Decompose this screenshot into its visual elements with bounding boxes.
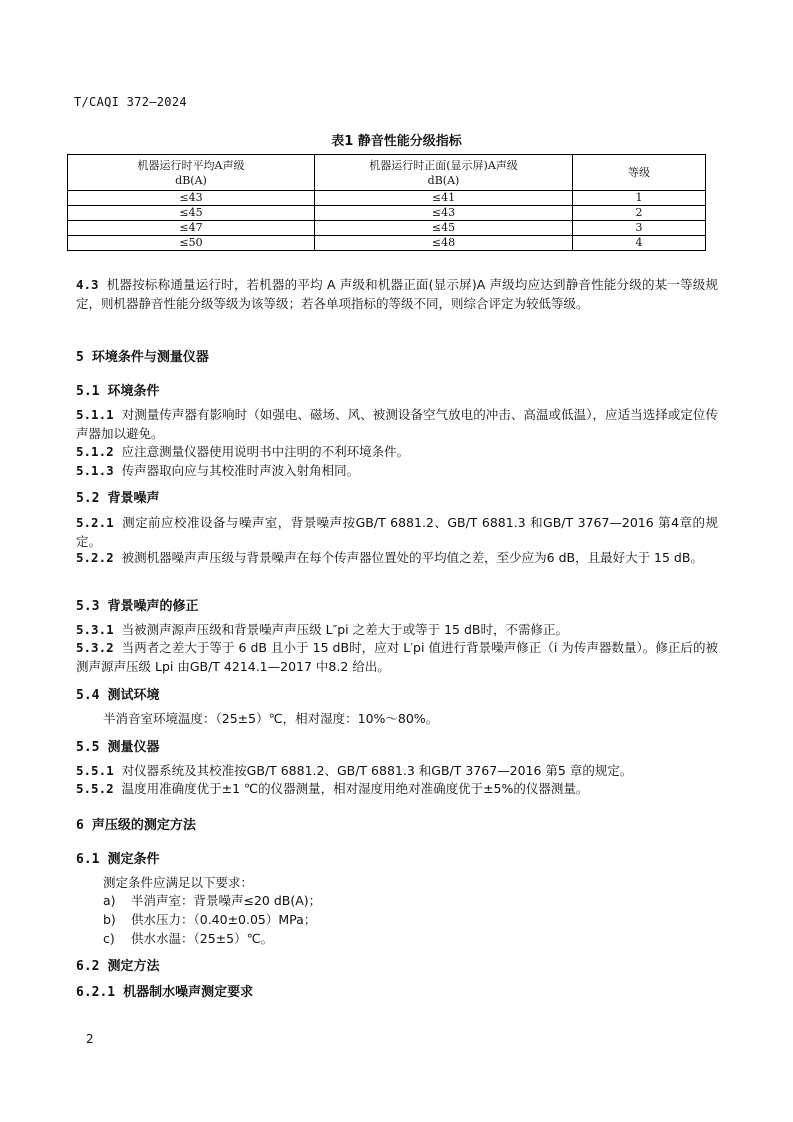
col2-line1: 机器运行时正面(显示屏)A声级 bbox=[369, 158, 518, 172]
list-text: 供水压力：（0.40±0.05）MPa； bbox=[131, 912, 317, 927]
section-5-1-heading bbox=[76, 380, 160, 399]
section-number: 5.4 bbox=[76, 688, 100, 703]
noise-grade-table bbox=[67, 154, 706, 251]
section-number: 5.1 bbox=[76, 384, 100, 399]
list-text: 半消声室：背景噪声≤20 dB(A)； bbox=[131, 893, 322, 908]
section-title: 机器制水噪声测定要求 bbox=[123, 985, 254, 1000]
table-row bbox=[68, 236, 706, 251]
cell-grade: 3 bbox=[573, 221, 706, 236]
section-5-5-heading bbox=[76, 736, 160, 755]
section-number: 5.5 bbox=[76, 740, 100, 755]
table-row bbox=[68, 221, 706, 236]
section-6-2-1-heading bbox=[76, 981, 253, 1000]
clause-text: 温度用准确度优于±1 ℃的仪器测量，相对湿度用绝对准确度优于±5%的仪器测量。 bbox=[121, 781, 589, 796]
section-number: 5.3 bbox=[76, 599, 100, 614]
clause-number: 4.3 bbox=[76, 277, 99, 292]
section-title: 背景噪声的修正 bbox=[107, 599, 199, 614]
test-environment-text: 半消音室环境温度：（25±5）℃，相对湿度：10%～80%。 bbox=[103, 711, 439, 726]
page-number: 2 bbox=[86, 1032, 94, 1046]
section-title: 环境条件 bbox=[107, 384, 160, 399]
list-label: b) bbox=[103, 912, 116, 927]
clause-number: 5.3.1 bbox=[76, 622, 114, 637]
section-6-heading bbox=[76, 814, 196, 833]
clause-text: 测定前应校准设备与噪声室，背景噪声按GB/T 6881.2、GB/T 6881.3 和GB/T 3767—2016 第4章的规定。 bbox=[76, 515, 718, 549]
section-number: 6.1 bbox=[76, 852, 100, 867]
section-title: 声压级的测定方法 bbox=[91, 818, 196, 833]
col-header-average bbox=[68, 155, 315, 191]
table-row bbox=[68, 191, 706, 206]
cell-average: ≤43 bbox=[68, 191, 315, 206]
clause-5-1-2 bbox=[76, 442, 718, 461]
cell-grade: 1 bbox=[573, 191, 706, 206]
clause-number: 5.5.2 bbox=[76, 781, 114, 796]
clause-number: 5.5.1 bbox=[76, 763, 114, 778]
clause-number: 5.2.1 bbox=[76, 515, 114, 530]
clause-4-3 bbox=[76, 275, 718, 313]
clause-text: 机器按标称通量运行时，若机器的平均 A 声级和机器正面(显示屏)A 声级均应达到静音性能分级的某一等级规定，则机器静音性能分级等级为该等级；若各单项指标的等级不同，则综合评定为较低等级。 bbox=[76, 277, 718, 311]
cell-front: ≤43 bbox=[315, 206, 573, 221]
clause-5-1-3 bbox=[76, 461, 718, 480]
table-header-row bbox=[68, 155, 706, 191]
section-6-2-heading bbox=[76, 955, 160, 974]
clause-text: 当被测声源声压级和背景噪声声压级 L″pi 之差大于或等于 15 dB时，不需修正。 bbox=[121, 622, 568, 637]
section-title: 环境条件与测量仪器 bbox=[91, 350, 209, 365]
conditions-intro: 测定条件应满足以下要求： bbox=[103, 875, 254, 890]
clause-text: 对测量传声器有影响时（如强电、磁场、风、被测设备空气放电的冲击、高温或低温），应适当选择或定位传声器加以避免。 bbox=[76, 407, 718, 441]
clause-5-3-2 bbox=[76, 638, 718, 676]
col-header-grade: 等级 bbox=[573, 155, 706, 191]
table-row bbox=[68, 206, 706, 221]
list-item bbox=[103, 910, 316, 928]
list-item bbox=[103, 891, 321, 909]
section-number: 6.2.1 bbox=[76, 985, 116, 1000]
clause-text: 对仪器系统及其校准按GB/T 6881.2、GB/T 6881.3 和GB/T 3767—2016 第5 章的规定。 bbox=[121, 763, 633, 778]
section-title: 测定方法 bbox=[107, 959, 160, 974]
section-title: 背景噪声 bbox=[107, 491, 160, 506]
cell-front: ≤41 bbox=[315, 191, 573, 206]
section-5-4-heading bbox=[76, 684, 160, 703]
col-header-front bbox=[315, 155, 573, 191]
cell-average: ≤47 bbox=[68, 221, 315, 236]
clause-number: 5.1.2 bbox=[76, 444, 114, 459]
clause-number: 5.2.2 bbox=[76, 550, 114, 565]
clause-text: 传声器取向应与其校准时声波入射角相同。 bbox=[121, 463, 360, 478]
cell-average: ≤50 bbox=[68, 236, 315, 251]
section-number: 5 bbox=[76, 350, 84, 365]
list-item bbox=[103, 929, 273, 947]
clause-number: 5.1.3 bbox=[76, 463, 114, 478]
section-title: 测量仪器 bbox=[107, 740, 160, 755]
section-title: 测定条件 bbox=[107, 852, 160, 867]
section-5-3-heading bbox=[76, 595, 199, 614]
cell-average: ≤45 bbox=[68, 206, 315, 221]
clause-number: 5.3.2 bbox=[76, 640, 114, 655]
section-5-2-heading bbox=[76, 487, 160, 506]
cell-front: ≤45 bbox=[315, 221, 573, 236]
list-label: a) bbox=[103, 893, 116, 908]
list-label: c) bbox=[103, 931, 115, 946]
document-header: T/CAQI 372—2024 bbox=[74, 95, 187, 109]
table-caption: 表1 静音性能分级指标 bbox=[331, 134, 462, 149]
clause-5-5-1 bbox=[76, 761, 718, 780]
col1-line2: dB(A) bbox=[175, 173, 207, 187]
section-title: 测试环境 bbox=[107, 688, 160, 703]
clause-text: 被测机器噪声声压级与背景噪声在每个传声器位置处的平均值之差，至少应为6 dB，且最好大于 15 dB。 bbox=[121, 550, 703, 565]
section-number: 6 bbox=[76, 818, 84, 833]
col2-line2: dB(A) bbox=[427, 173, 460, 187]
cell-grade: 2 bbox=[573, 206, 706, 221]
section-number: 6.2 bbox=[76, 959, 100, 974]
cell-grade: 4 bbox=[573, 236, 706, 251]
list-text: 供水水温：（25±5）℃。 bbox=[131, 931, 274, 946]
clause-text: 当两者之差大于等于 6 dB 且小于 15 dB时，应对 L′pi 值进行背景噪声修正（i 为传声器数量）。修正后的被测声源声压级 Lpi 由GB/T 4214.1—2017 中8.2 给出。 bbox=[76, 640, 718, 674]
cell-front: ≤48 bbox=[315, 236, 573, 251]
clause-5-3-1 bbox=[76, 620, 718, 639]
col1-line1: 机器运行时平均A声级 bbox=[137, 158, 245, 172]
clause-5-2-1 bbox=[76, 513, 718, 551]
clause-5-5-2 bbox=[76, 779, 718, 798]
clause-5-1-1 bbox=[76, 405, 718, 443]
clause-5-2-2 bbox=[76, 548, 718, 567]
clause-number: 5.1.1 bbox=[76, 407, 114, 422]
section-number: 5.2 bbox=[76, 491, 100, 506]
section-5-heading bbox=[76, 346, 209, 365]
section-6-1-heading bbox=[76, 848, 160, 867]
clause-text: 应注意测量仪器使用说明书中注明的不利环境条件。 bbox=[121, 444, 410, 459]
